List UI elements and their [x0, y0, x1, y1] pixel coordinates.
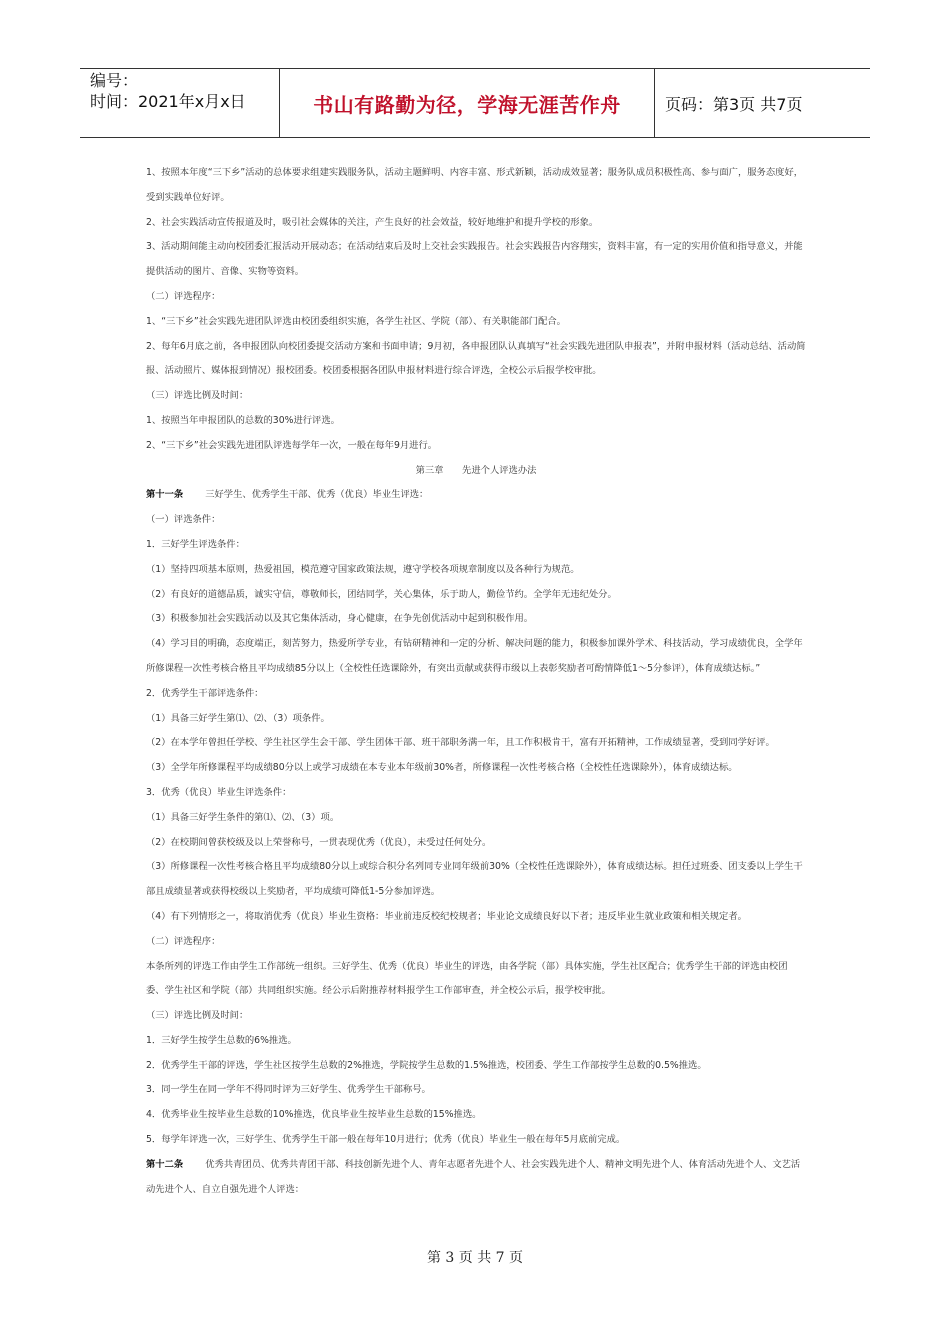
- body-paragraph: [146, 384, 806, 409]
- body-paragraph: [146, 508, 806, 533]
- body-paragraph: [146, 731, 806, 756]
- paragraph-text: （三）评选比例及时间：: [146, 390, 249, 402]
- paragraph-text: 第三章 先进个人评选办法: [415, 464, 537, 476]
- paragraph-text: （4）学习目的明确，态度端正，刻苦努力，热爱所学专业，有钻研精神和一定的分析、解决问题的能力，积极参加课外学术、科技活动，学习成绩优良，全学年所修课程一次性考核合格且平均成绩85分以上（全校性任选课除外，有突出贡献或获得市级以上表彰奖励者可酌情降低1～5分参评），体育成绩达标。”: [146, 638, 803, 674]
- body-paragraph: [146, 1054, 806, 1079]
- paragraph-text: 2、“三下乡”社会实践先进团队评选每学年一次，一般在每年9月进行。: [146, 439, 438, 451]
- body-paragraph: [146, 235, 806, 285]
- paragraph-text: （2）在本学年曾担任学校、学生社区学生会干部、学生团体干部、班干部职务满一年，且工作积极肯干，富有开拓精神，工作成绩显著，受到同学好评。: [146, 737, 775, 749]
- body-paragraph: [146, 831, 806, 856]
- body-paragraph: [146, 533, 806, 558]
- paragraph-text: （2）在校期间曾获校级及以上荣誉称号，一贯表现优秀（优良），未受过任何处分。: [146, 836, 492, 848]
- paragraph-text: 1、“三下乡”社会实践先进团队评选由校团委组织实施，各学生社区、学院（部）、有关职能部门配合。: [146, 315, 566, 327]
- body-paragraph: [146, 682, 806, 707]
- body-paragraph: [146, 161, 806, 211]
- paragraph-text: 1．三好学生按学生总数的6%推选。: [146, 1034, 297, 1046]
- body-paragraph: [146, 211, 806, 236]
- paragraph-text: （二）评选程序：: [146, 935, 221, 947]
- page-indicator: 页码：第3页 共7页: [665, 94, 803, 114]
- paragraph-text: （3）积极参加社会实践活动以及其它集体活动，身心健康，在争先创优活动中起到积极作用。: [146, 613, 534, 625]
- paragraph-text: （3）所修课程一次性考核合格且平均成绩80分以上或综合积分名列同专业同年级前30%（全校性任选课除外），体育成绩达标。担任过班委、团支委以上学生干部且成绩显著或获得校级以上奖励者，平均成绩可降低1-5分参加评选。: [146, 861, 803, 898]
- paragraph-text: 4．优秀毕业生按毕业生总数的10%推选，优良毕业生按毕业生总数的15%推选。: [146, 1109, 482, 1121]
- body-paragraph: [146, 955, 806, 1005]
- paragraph-text: （二）评选程序：: [146, 290, 221, 302]
- paragraph-text: （2）有良好的道德品质，诚实守信，尊敬师长，团结同学，关心集体，乐于助人，勤俭节约。全学年无违纪处分。: [146, 588, 617, 600]
- article-paragraph: [146, 1153, 806, 1203]
- paragraph-text: 1、按照本年度“三下乡”活动的总体要求组建实践服务队，活动主题鲜明、内容丰富、形式新颖，活动成效显著；服务队成员积极性高、参与面广，服务态度好，受到实践单位好评。: [146, 167, 804, 203]
- body-paragraph: [146, 1128, 806, 1153]
- page-header: [80, 68, 870, 138]
- body-paragraph: [146, 1078, 806, 1103]
- paragraph-text: 2、每年6月底之前，各申报团队向校团委提交活动方案和书面申请；9月初，各申报团队认真填写“社会实践先进团队申报表”，并附申报材料（活动总结、活动简报、活动照片、媒体报到情况）报校团委。校团委根据各团队申报材料进行综合评选，全校公示后报学校审批。: [146, 340, 806, 377]
- paragraph-text: 本条所列的评选工作由学生工作部统一组织。三好学生、优秀（优良）毕业生的评选，由各学院（部）具体实施，学生社区配合；优秀学生干部的评选由校团委、学生社区和学院（部）共同组织实施。经公示后附推荐材料报学生工作部审查，并全校公示后，报学校审批。: [146, 960, 788, 997]
- paragraph-text: （3）全学年所修课程平均成绩80分以上或学习成绩在本专业本年级前30%者，所修课程一次性考核合格（全校性任选课除外），体育成绩达标。: [146, 762, 738, 774]
- body-paragraph: [146, 285, 806, 310]
- page-footer: 第 3 页 共 7 页: [426, 1250, 524, 1266]
- paragraph-text: 2．优秀学生干部评选条件：: [146, 687, 264, 699]
- body-paragraph: [146, 409, 806, 434]
- body-paragraph: [146, 806, 806, 831]
- body-paragraph: [146, 335, 806, 385]
- paragraph-text: 5．每学年评选一次，三好学生、优秀学生干部一般在每年10月进行；优秀（优良）毕业生一般在每年5月底前完成。: [146, 1134, 626, 1146]
- body-paragraph: [146, 707, 806, 732]
- paragraph-text: （三）评选比例及时间：: [146, 1010, 249, 1022]
- document-date: 时间：2021年x月x日: [90, 92, 246, 111]
- body-paragraph: [146, 434, 806, 459]
- header-motto-cell: [280, 69, 655, 137]
- body-paragraph: [146, 855, 806, 905]
- paragraph-text: 3．同一学生在同一学年不得同时评为三好学生、优秀学生干部称号。: [146, 1084, 431, 1096]
- body-paragraph: [146, 632, 806, 682]
- chapter-heading: [146, 459, 806, 484]
- paragraph-text: 1、按照当年申报团队的总数的30%进行评选。: [146, 414, 340, 426]
- paragraph-text: 2．优秀学生干部的评选，学生社区按学生总数的2%推选，学院按学生总数的1.5%推选，校团委、学生工作部按学生总数的0.5%推选。: [146, 1059, 707, 1071]
- header-meta: [80, 69, 280, 137]
- body-paragraph: [146, 1103, 806, 1128]
- paragraph-text: （1）具备三好学生第⑴、⑵、（3）项条件。: [146, 712, 330, 724]
- article-number: 第十一条: [146, 489, 184, 501]
- paragraph-text: （一）评选条件：: [146, 514, 221, 526]
- paragraph-text: 优秀共青团员、优秀共青团干部、科技创新先进个人、青年志愿者先进个人、社会实践先进个人、精神文明先进个人、体育活动先进个人、文艺活动先进个人、自立自强先进个人评选：: [146, 1158, 801, 1195]
- paragraph-text: 3、活动期间能主动向校团委汇报活动开展动态；在活动结束后及时上交社会实践报告。社会实践报告内容翔实，资料丰富，有一定的实用价值和指导意义，并能提供活动的图片、音像、实物等资料。: [146, 241, 803, 278]
- article-number: 第十二条: [146, 1158, 184, 1170]
- header-page-cell: [655, 69, 870, 137]
- motto: 书山有路勤为径，学海无涯苦作舟: [313, 92, 621, 117]
- body-paragraph: [146, 781, 806, 806]
- article-paragraph: [146, 483, 806, 508]
- paragraph-text: （4）有下列情形之一，将取消优秀（优良）毕业生资格：毕业前违反校纪校规者；毕业论文成绩良好以下者；违反毕业生就业政策和相关规定者。: [146, 910, 747, 922]
- body-paragraph: [146, 607, 806, 632]
- body-paragraph: [146, 930, 806, 955]
- document-body: [146, 161, 806, 1202]
- body-paragraph: [146, 756, 806, 781]
- body-paragraph: [146, 310, 806, 335]
- document-number: 编号：: [90, 71, 139, 90]
- body-paragraph: [146, 1029, 806, 1054]
- paragraph-text: 3．优秀（优良）毕业生评选条件：: [146, 786, 292, 798]
- body-paragraph: [146, 1004, 806, 1029]
- paragraph-text: 2、社会实践活动宣传报道及时，吸引社会媒体的关注，产生良好的社会效益，较好地维护和提升学校的形象。: [146, 216, 599, 228]
- body-paragraph: [146, 905, 806, 930]
- body-paragraph: [146, 558, 806, 583]
- paragraph-text: 三好学生、优秀学生干部、优秀（优良）毕业生评选：: [205, 489, 429, 501]
- paragraph-text: 1．三好学生评选条件：: [146, 538, 245, 550]
- paragraph-text: （1）坚持四项基本原则，热爱祖国，模范遵守国家政策法规，遵守学校各项规章制度以及各种行为规范。: [146, 563, 580, 575]
- paragraph-text: （1）具备三好学生条件的第⑴、⑵、（3）项。: [146, 811, 340, 823]
- body-paragraph: [146, 583, 806, 608]
